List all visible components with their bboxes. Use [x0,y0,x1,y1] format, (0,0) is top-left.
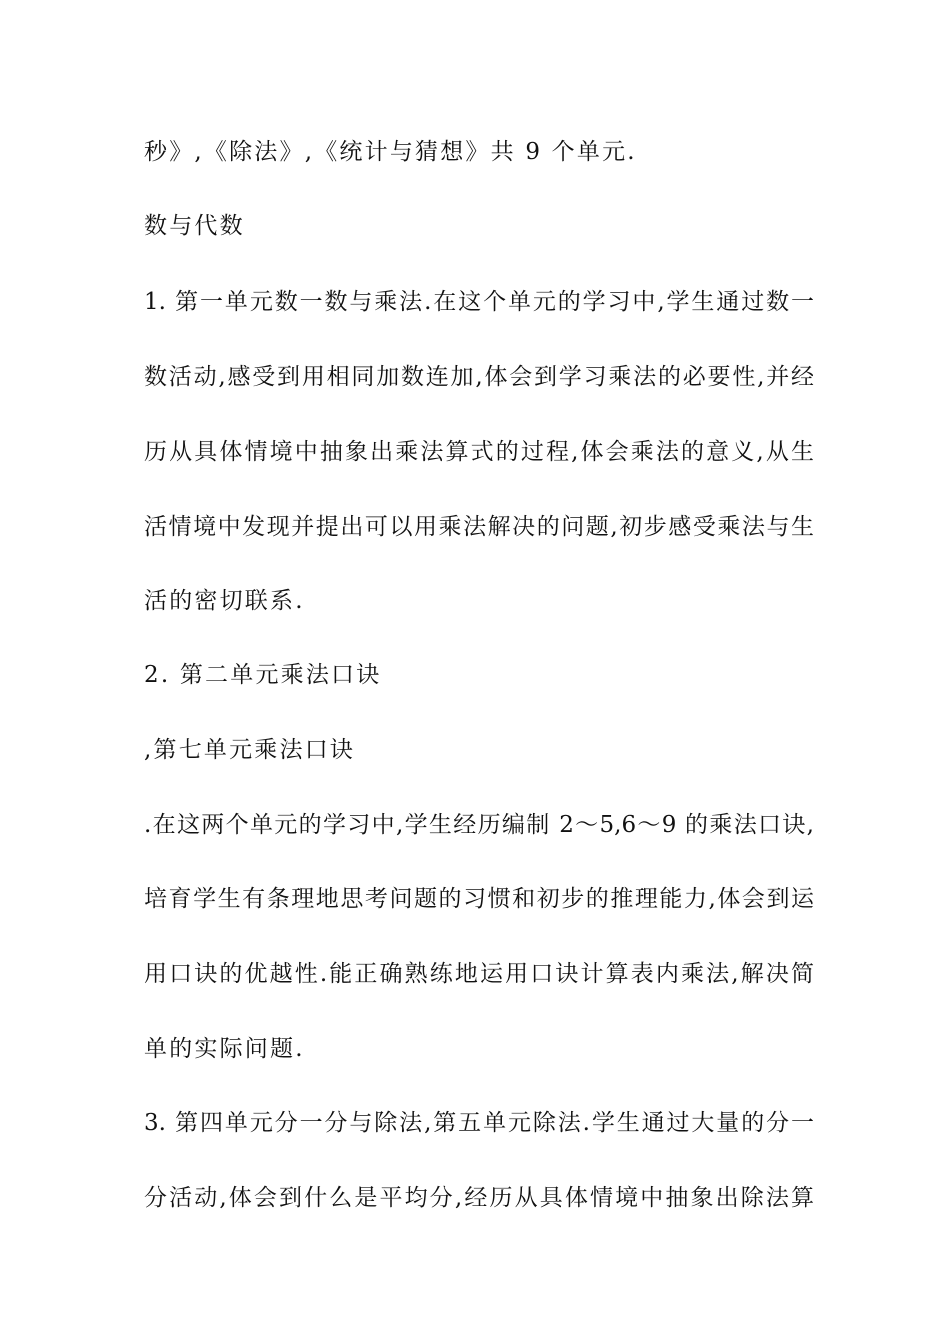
text-line-14: 3. 第四单元分一分与除法,第五单元除法.学生通过大量的分一 [144,1110,814,1136]
section-heading: 数与代数 [144,213,245,239]
text-line-3: 1. 第一单元数一数与乘法.在这个单元的学习中,学生通过数一 [144,289,814,315]
text-line-11: 培育学生有条理地思考问题的习惯和初步的推理能力,体会到运 [144,886,814,912]
text-line-15: 分活动,体会到什么是平均分,经历从具体情境中抽象出除法算 [144,1185,814,1211]
text-line-12: 用口诀的优越性.能正确熟练地运用口诀计算表内乘法,解决简 [144,961,814,987]
text-line-6: 活情境中发现并提出可以用乘法解决的问题,初步感受乘法与生 [144,514,814,540]
text-line-7: 活的密切联系. [144,588,305,614]
text-line-5: 历从具体情境中抽象出乘法算式的过程,体会乘法的意义,从生 [144,439,814,465]
text-line-13: 单的实际问题. [144,1036,305,1062]
text-line-4: 数活动,感受到用相同加数连加,体会到学习乘法的必要性,并经 [144,364,814,390]
text-line-8: 2. 第二单元乘法口诀 [144,662,382,688]
text-line-1: 秒》,《除法》,《统计与猜想》共 9 个单元. [144,139,637,165]
text-line-10: .在这两个单元的学习中,学生经历编制 2～5,6～9 的乘法口诀, [144,812,814,838]
text-line-9: ,第七单元乘法口诀 [144,737,356,763]
